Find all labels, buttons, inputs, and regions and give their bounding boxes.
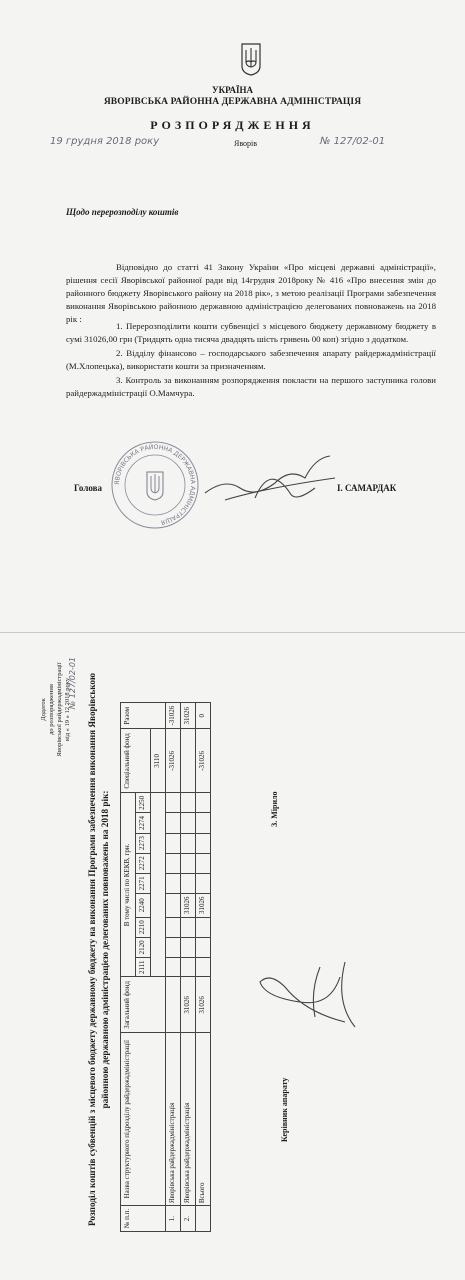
svg-text:ЯВОРІВСЬКА РАЙОННА ДЕРЖАВНА АД: ЯВОРІВСЬКА РАЙОННА ДЕРЖАВНА АДМІНІСТРАЦІЯ — [113, 443, 197, 526]
annex-title: Розподіл коштів субвенцій з місцевого бюджету державному бюджету на виконання Програми забезпечення виконання Яворівською районною державною адміністрацією делегованих повноважень на 2018 рік: — [87, 673, 110, 1226]
document-date: 19 грудня 2018 року — [50, 136, 160, 147]
cell-empty — [181, 833, 196, 853]
kekv-code: 2271 — [136, 873, 151, 893]
cell-total: -31026 — [166, 703, 181, 729]
signatory-role: Голова — [74, 483, 103, 493]
kekv-code: 2274 — [136, 813, 151, 833]
annex-head-role: Керівник апарату — [280, 1077, 289, 1142]
special-code: 3110 — [151, 729, 166, 793]
approver-name: З. Мірило — [270, 791, 279, 827]
col-header-kekv: В тому числі по КЕКВ, грн. — [121, 793, 136, 977]
table-row — [166, 703, 181, 1232]
cell-total: 0 — [196, 703, 211, 729]
cell-empty — [181, 957, 196, 977]
cell-special — [181, 729, 196, 793]
cell-special: -31026 — [166, 729, 181, 793]
head-signature — [195, 448, 345, 508]
col-header-special: Спеціальний фонд — [121, 729, 151, 793]
cell-empty — [196, 957, 211, 977]
cell-2240: 31026 — [196, 893, 211, 917]
order-item-2: 2. Відділу фінансово – господарського забезпечення апарату райдержадміністрації (М.Хлопецька), використати кошти за призначенням. — [66, 348, 436, 371]
cell-empty — [196, 873, 211, 893]
cell-general: 31026 — [196, 977, 211, 1033]
cell-no: 2. — [181, 1206, 196, 1232]
preamble-paragraph: Відповідно до статті 41 Закону України «Про місцеві державні адміністрації», рішення сесії Яворівської районної ради від 14грудня 2018року № 416 «Про внесення змін до районного бюджету Яворівського району на 2018 рік», з метою реалізації Програми забезпечення виконання Яворівською районною державною адміністрацією делегованих повноважень на 2018 рік : — [66, 262, 436, 324]
cell-empty — [196, 917, 211, 937]
official-seal-stamp — [110, 440, 200, 530]
appendix-line: Яворівської райдержадміністрації — [56, 662, 63, 757]
cell-general: 31026 — [181, 977, 196, 1033]
cell-no: 1. — [166, 1206, 181, 1232]
kekv-code: 2120 — [136, 937, 151, 957]
document-subject: Щодо перерозподілу коштів — [66, 207, 179, 217]
cell-2240: 31026 — [181, 893, 196, 917]
order-items — [66, 320, 436, 401]
cell-empty — [166, 813, 181, 833]
appendix-line: до розпорядження — [48, 684, 55, 735]
cell-empty — [181, 917, 196, 937]
cell-empty — [181, 873, 196, 893]
col-header-general: Загальний фонд — [121, 977, 166, 1033]
cell-special: -31026 — [196, 729, 211, 793]
appendix-number: № 127/02-01 — [68, 657, 77, 710]
cell-total: 31026 — [181, 703, 196, 729]
country-heading: УКРАЇНА — [212, 85, 253, 95]
cell-empty — [166, 873, 181, 893]
cell-empty — [196, 853, 211, 873]
cell-empty — [166, 793, 181, 813]
document-type-heading: РОЗПОРЯДЖЕННЯ — [150, 118, 315, 132]
kekv-code: 2273 — [136, 833, 151, 853]
distribution-table — [120, 702, 211, 1232]
cell-empty — [181, 853, 196, 873]
cell-empty — [166, 957, 181, 977]
cell-name: Яворівська райдержадміністрація — [166, 1033, 181, 1206]
page-separator — [0, 632, 465, 633]
order-item-3: 3. Контроль за виконанням розпорядження покласти на першого заступника голови райдержадміністрації О.Мамчура. — [66, 375, 436, 398]
cell-no — [196, 1206, 211, 1232]
kekv-spacer — [151, 793, 166, 977]
appendix-line: Додаток — [40, 698, 47, 721]
administration-heading: ЯВОРІВСЬКА РАЙОННА ДЕРЖАВНА АДМІНІСТРАЦІЯ — [103, 97, 362, 107]
cell-empty — [196, 793, 211, 813]
table-row — [181, 703, 196, 1232]
cell-empty — [181, 793, 196, 813]
trident-coat-of-arms-icon — [240, 42, 262, 76]
table-row — [196, 703, 211, 1232]
cell-empty — [166, 853, 181, 873]
cell-empty — [196, 813, 211, 833]
cell-name: Яворівська райдержадміністрація — [181, 1033, 196, 1206]
cell-name: Всього — [196, 1033, 211, 1206]
cell-empty — [181, 937, 196, 957]
appendix-line: від « 19 » 12 2018 року — [64, 677, 71, 742]
document-place: Яворів — [234, 139, 258, 148]
approver-signature — [245, 952, 365, 1042]
cell-empty — [196, 833, 211, 853]
cell-general — [166, 977, 181, 1033]
col-header-name: Назва структурного підрозділу райдержадміністрації — [121, 1033, 166, 1206]
annex-page — [40, 657, 440, 1242]
cell-empty — [166, 917, 181, 937]
kekv-code: 2240 — [136, 893, 151, 917]
cell-empty — [166, 937, 181, 957]
signatory-name: І. САМАРДАК — [337, 483, 397, 493]
cell-empty — [196, 937, 211, 957]
kekv-code: 2210 — [136, 917, 151, 937]
kekv-code: 2272 — [136, 853, 151, 873]
document-number: № 127/02-01 — [320, 136, 386, 147]
cell-2240 — [166, 893, 181, 917]
cell-empty — [181, 813, 196, 833]
kekv-code: 2250 — [136, 793, 151, 813]
col-header-total: Разом — [121, 703, 166, 729]
col-header-no: № п.п. — [121, 1206, 166, 1232]
cell-empty — [166, 833, 181, 853]
kekv-code: 2111 — [136, 957, 151, 977]
order-item-1: 1. Перерозподілити кошти субвенцієї з місцевого бюджету державному бюджету в сумі 31026,00 грн (Тридцять одна тисяча двадцять шість гривень 00 коп) згідно з додатком. — [66, 321, 436, 344]
